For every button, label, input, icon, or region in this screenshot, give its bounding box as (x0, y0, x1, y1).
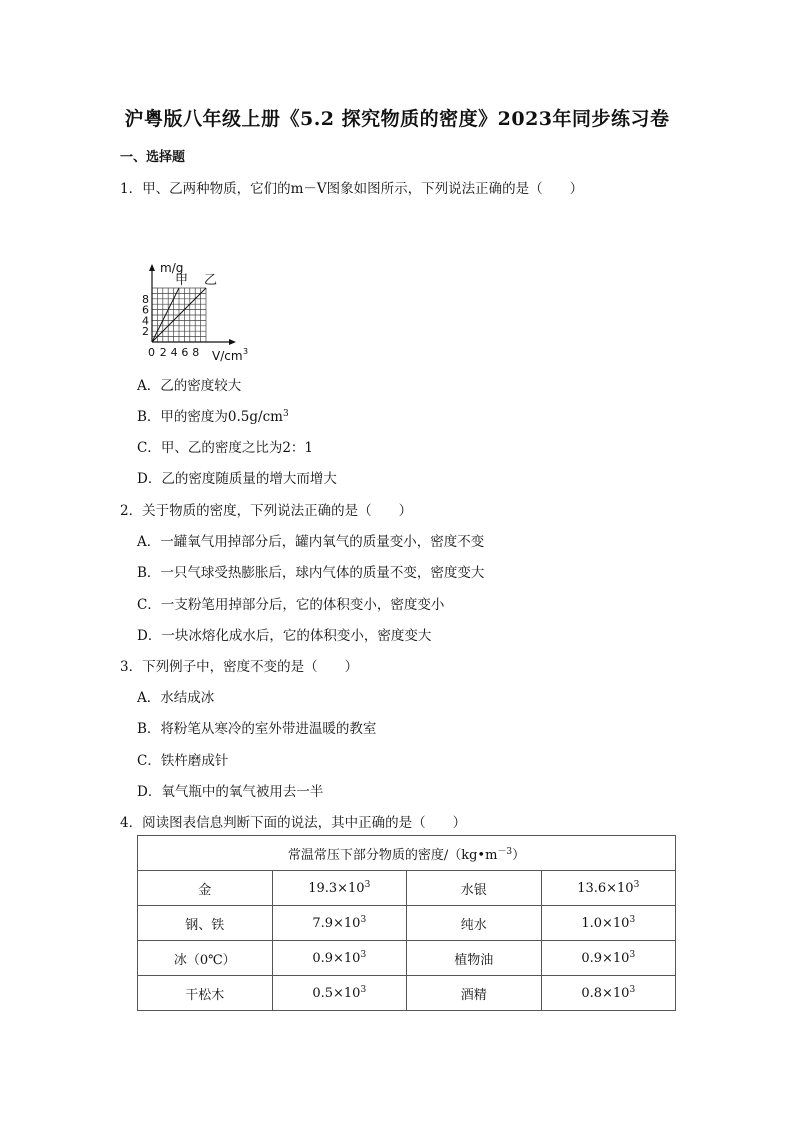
caption-end: ） (512, 847, 526, 863)
q3-option-b: B．将粉笔从寒冷的室外带进温暖的教室 (137, 721, 377, 737)
density-table (137, 835, 676, 1011)
x-tick-label: 0 (148, 346, 155, 359)
series-label: 甲 (175, 273, 189, 288)
question-4-stem: 4．阅读图表信息判断下面的说法，其中正确的是（ ） (120, 815, 467, 831)
y-tick-label: 6 (142, 303, 149, 317)
density-cell: $13.6\times 10^3$ (541, 871, 676, 906)
density-cell: $1.0\times 10^3$ (541, 906, 676, 941)
density-cell: $0.8\times 10^3$ (541, 976, 676, 1011)
mv-graph (140, 198, 320, 366)
x-axis-arrow (229, 339, 236, 345)
table-caption (138, 836, 676, 871)
q1-option-d: D．乙的密度随质量的增大而增大 (137, 471, 337, 487)
x-axis-label-exponent: 3 (243, 347, 249, 356)
material-cell: 冰（0℃） (138, 941, 273, 976)
material-cell: 金 (138, 871, 273, 906)
material-cell: 干松木 (138, 976, 273, 1011)
density-cell: $19.3\times 10^3$ (272, 871, 407, 906)
material-cell: 水银 (407, 871, 542, 906)
table-caption-row (138, 836, 676, 871)
page-title: 沪粤版八年级上册《5.2 探究物质的密度》2023年同步练习卷 (124, 108, 670, 130)
question-2-stem: 2．关于物质的密度，下列说法正确的是（ ） (120, 503, 413, 519)
material-cell: 纯水 (407, 906, 542, 941)
x-tick-label: 4 (170, 346, 178, 359)
q1-option-a: A．乙的密度较大 (137, 378, 242, 394)
density-cell: $0.9\times 10^3$ (272, 941, 407, 976)
question-1-stem: 1．甲、乙两种物质，它们的m－V图象如图所示，下列说法正确的是（ ） (120, 181, 584, 197)
q2-option-c: C．一支粉笔用掉部分后，它的体积变小，密度变小 (137, 597, 445, 613)
x-tick-label: 6 (181, 346, 189, 359)
x-tick-label: 2 (159, 346, 167, 359)
q1-option-c: C．甲、乙的密度之比为2：1 (137, 440, 314, 456)
density-cell: $7.9\times 10^3$ (272, 906, 407, 941)
q1-option-b-text: B．甲的密度为0.5g/cm (137, 409, 283, 425)
material-cell: 植物油 (407, 941, 542, 976)
y-tick-label: 8 (142, 292, 149, 306)
q3-option-a: A．水结成冰 (137, 690, 215, 706)
table-row (138, 906, 676, 941)
q1-option-b-exponent: 3 (282, 409, 289, 419)
q3-option-c: C．铁杵磨成针 (137, 753, 229, 769)
q2-option-a: A．一罐氧气用掉部分后，罐内氧气的质量变小，密度不变 (137, 534, 485, 550)
question-3-stem: 3．下列例子中，密度不变的是（ ） (120, 659, 359, 675)
q3-option-d: D．氧气瓶中的氧气被用去一半 (137, 784, 324, 800)
x-tick-label: 8 (192, 346, 200, 359)
y-tick-label: 4 (142, 314, 149, 328)
section-heading: 一、选择题 (120, 150, 186, 165)
series-label: 乙 (204, 273, 218, 288)
y-axis-arrow (149, 264, 155, 271)
table-row (138, 941, 676, 976)
caption-exponent: －3 (497, 846, 513, 857)
table-row (138, 976, 676, 1011)
q2-option-d: D．一块冰熔化成水后，它的体积变小，密度变大 (137, 628, 432, 644)
y-axis-label: m/g (160, 261, 184, 275)
q1-option-b (137, 405, 289, 425)
density-cell: $0.9\times 10^3$ (541, 941, 676, 976)
table-row (138, 871, 676, 906)
material-cell: 酒精 (407, 976, 542, 1011)
material-cell: 钢、铁 (138, 906, 273, 941)
density-cell: $0.5\times 10^3$ (272, 976, 407, 1011)
y-tick-label: 2 (142, 325, 149, 339)
caption-text: 常温常压下部分物质的密度/（kg•m (287, 847, 498, 863)
x-axis-label: V/cm (212, 349, 243, 363)
q2-option-b: B．一只气球受热膨胀后，球内气体的质量不变，密度变大 (137, 565, 485, 581)
